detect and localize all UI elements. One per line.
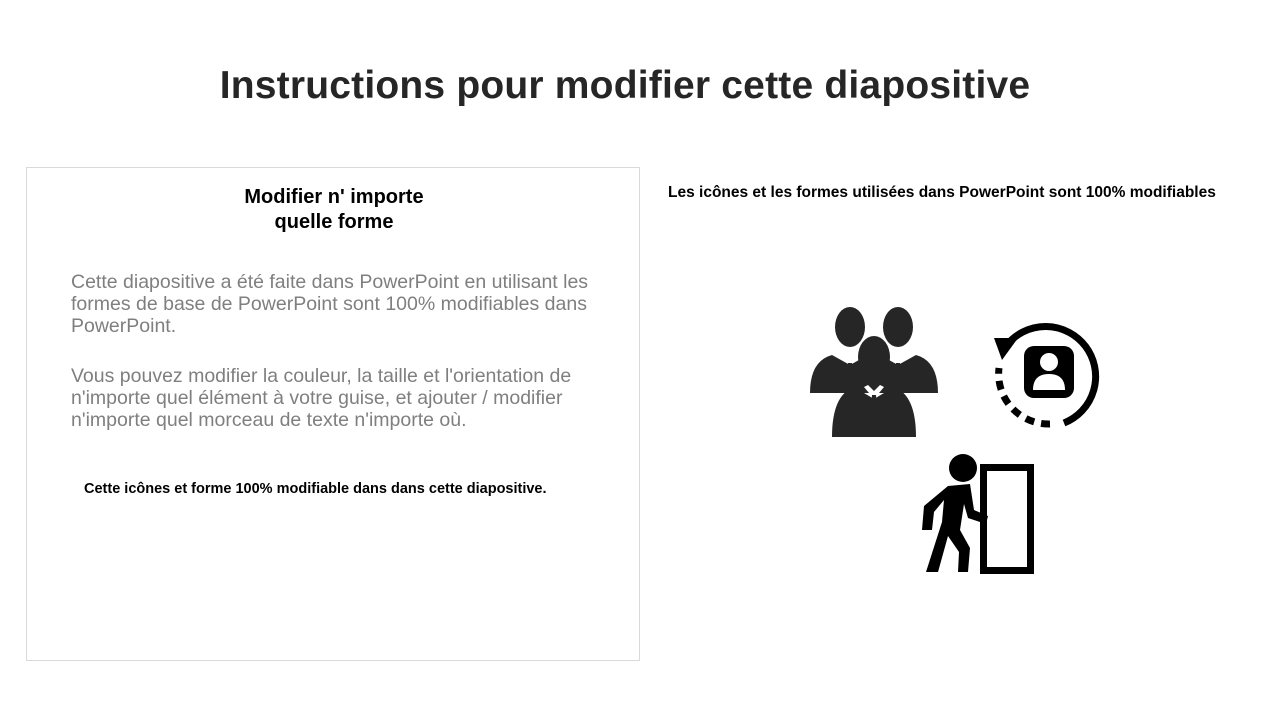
panel-heading-line2: quelle forme	[274, 211, 394, 233]
instructions-panel	[26, 167, 640, 661]
icons-caption: Les icônes et les formes utilisées dans PowerPoint sont 100% modifiables	[668, 184, 1216, 201]
exit-door-icon	[910, 452, 1038, 576]
panel-heading-line1: Modifier n' importe	[244, 186, 424, 208]
slide-title: Instructions pour modifier cette diapositive	[219, 64, 1031, 107]
panel-note: Cette icônes et forme 100% modifiable dans dans cette diapositive.	[84, 481, 547, 497]
instructions-paragraph-2: Vous pouvez modifier la couleur, la taille et l'orientation de n'importe quel élément à votre guise, et ajouter / modifier n'importe quel morceau de texte n'importe où.	[71, 365, 572, 431]
business-group-icon	[806, 303, 942, 439]
instructions-paragraph-1: Cette diapositive a été faite dans PowerPoint en utilisant les formes de base de PowerPoint sont 100% modifiables dans PowerPoint.	[71, 271, 589, 337]
user-refresh-icon	[988, 312, 1110, 434]
panel-heading	[27, 185, 641, 235]
